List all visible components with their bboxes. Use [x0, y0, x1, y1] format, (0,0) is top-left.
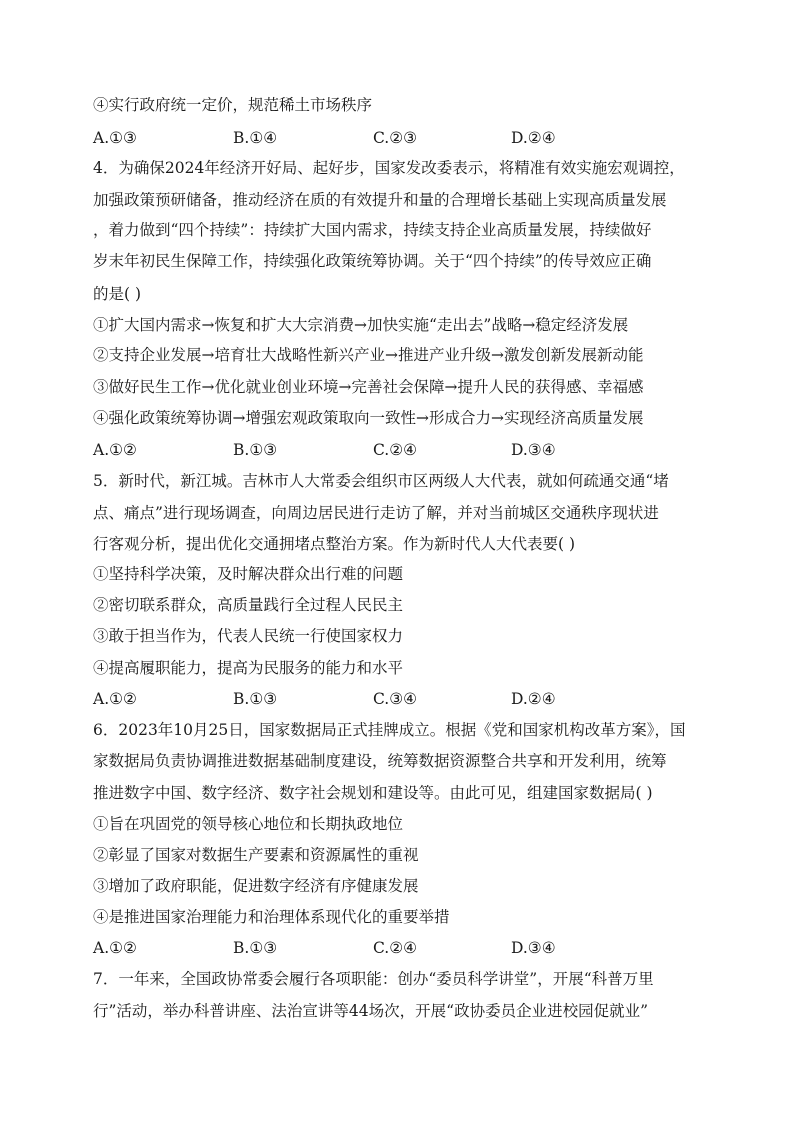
q5-statement-2: ②密切联系群众，高质量践行全过程人民民主 [93, 596, 404, 614]
q5-option-c[interactable]: C.③④ [373, 690, 418, 708]
q3-option-d[interactable]: D.②④ [511, 129, 556, 147]
q5-option-b[interactable]: B.①③ [233, 690, 278, 708]
q5-options [93, 688, 713, 710]
q4-options [93, 439, 713, 461]
q4-stem-line: 加强政策预研储备，推动经济在质的有效提升和量的合理增长基础上实现高质量发展 [93, 191, 667, 209]
q6-option-c[interactable]: C.②④ [373, 939, 418, 957]
q6-stem-line: 家数据局负责协调推进数据基础制度建设，统筹数据资源整合共享和开发利用，统筹 [93, 752, 667, 770]
q6-option-b[interactable]: B.①③ [233, 939, 278, 957]
q3-option-c[interactable]: C.②③ [373, 129, 418, 147]
q6-stem-line: 6．2023年10月25日，国家数据局正式挂牌成立。根据《党和国家机构改革方案》，国 [93, 721, 686, 739]
q6-statement-2: ②彰显了国家对数据生产要素和资源属性的重视 [93, 846, 419, 864]
q4-statement-2: ②支持企业发展→培育壮大战略性新兴产业→推进产业升级→激发创新发展新动能 [93, 346, 644, 364]
q5-stem-line: 5．新时代，新江城。吉林市人大常委会组织市区两级人大代表，就如何疏通交通“堵 [93, 472, 669, 490]
q3-option-a[interactable]: A.①③ [93, 129, 137, 147]
q3-option-b[interactable]: B.①④ [233, 129, 278, 147]
q3-options [93, 127, 713, 149]
q6-options [93, 937, 713, 959]
q6-option-a[interactable]: A.①② [93, 939, 137, 957]
q5-stem-line: 行客观分析，提出优化交通拥堵点整治方案。作为新时代人大代表要( ) [93, 535, 576, 553]
q4-option-b[interactable]: B.①③ [233, 441, 278, 459]
q6-statement-1: ①旨在巩固党的领导核心地位和长期执政地位 [93, 815, 404, 833]
q4-option-a[interactable]: A.①② [93, 441, 137, 459]
q7-stem-line: 行”活动，举办科普讲座、法治宣讲等44场次，开展“政协委员企业进校园促就业” [93, 1002, 648, 1020]
q4-stem-line: 的是( ) [93, 285, 142, 303]
q5-statement-1: ①坚持科学决策，及时解决群众出行难的问题 [93, 565, 404, 583]
q6-statement-4: ④是推进国家治理能力和治理体系现代化的重要举措 [93, 908, 450, 926]
q4-option-d[interactable]: D.③④ [511, 441, 556, 459]
q5-stem-line: 点、痛点”进行现场调查，向周边居民进行走访了解，并对当前城区交通秩序现状进 [93, 504, 659, 522]
q6-statement-3: ③增加了政府职能，促进数字经济有序健康发展 [93, 877, 419, 895]
q4-statement-4: ④强化政策统筹协调→增强宏观政策取向一致性→形成合力→实现经济高质量发展 [93, 409, 644, 427]
q3-statement-4: ④实行政府统一定价，规范稀土市场秩序 [93, 96, 373, 114]
q5-statement-4: ④提高履职能力，提高为民服务的能力和水平 [93, 659, 404, 677]
q7-stem-line: 7．一年来，全国政协常委会履行各项职能：创办“委员科学讲堂”，开展“科普万里 [93, 970, 654, 988]
q5-option-d[interactable]: D.②④ [511, 690, 556, 708]
q4-option-c[interactable]: C.②④ [373, 441, 418, 459]
q5-statement-3: ③敢于担当作为，代表人民统一行使国家权力 [93, 627, 404, 645]
q5-option-a[interactable]: A.①② [93, 690, 137, 708]
q4-statement-3: ③做好民生工作→优化就业创业环境→完善社会保障→提升人民的获得感、幸福感 [93, 378, 644, 396]
q6-stem-line: 推进数字中国、数字经济、数字社会规划和建设等。由此可见，组建国家数据局( ) [93, 784, 653, 802]
q4-stem-line: 岁末年初民生保障工作，持续强化政策统筹协调。关于“四个持续”的传导效应正确 [93, 252, 652, 270]
q4-stem-line: ，着力做到“四个持续”：持续扩大国内需求，持续支持企业高质量发展，持续做好 [93, 221, 652, 239]
q6-option-d[interactable]: D.③④ [511, 939, 556, 957]
q4-stem-line: 4．为确保2024年经济开好局、起好步，国家发改委表示，将精准有效实施宏观调控， [93, 159, 685, 177]
q4-statement-1: ①扩大国内需求→恢复和扩大大宗消费→加快实施“走出去”战略→稳定经济发展 [93, 316, 629, 334]
